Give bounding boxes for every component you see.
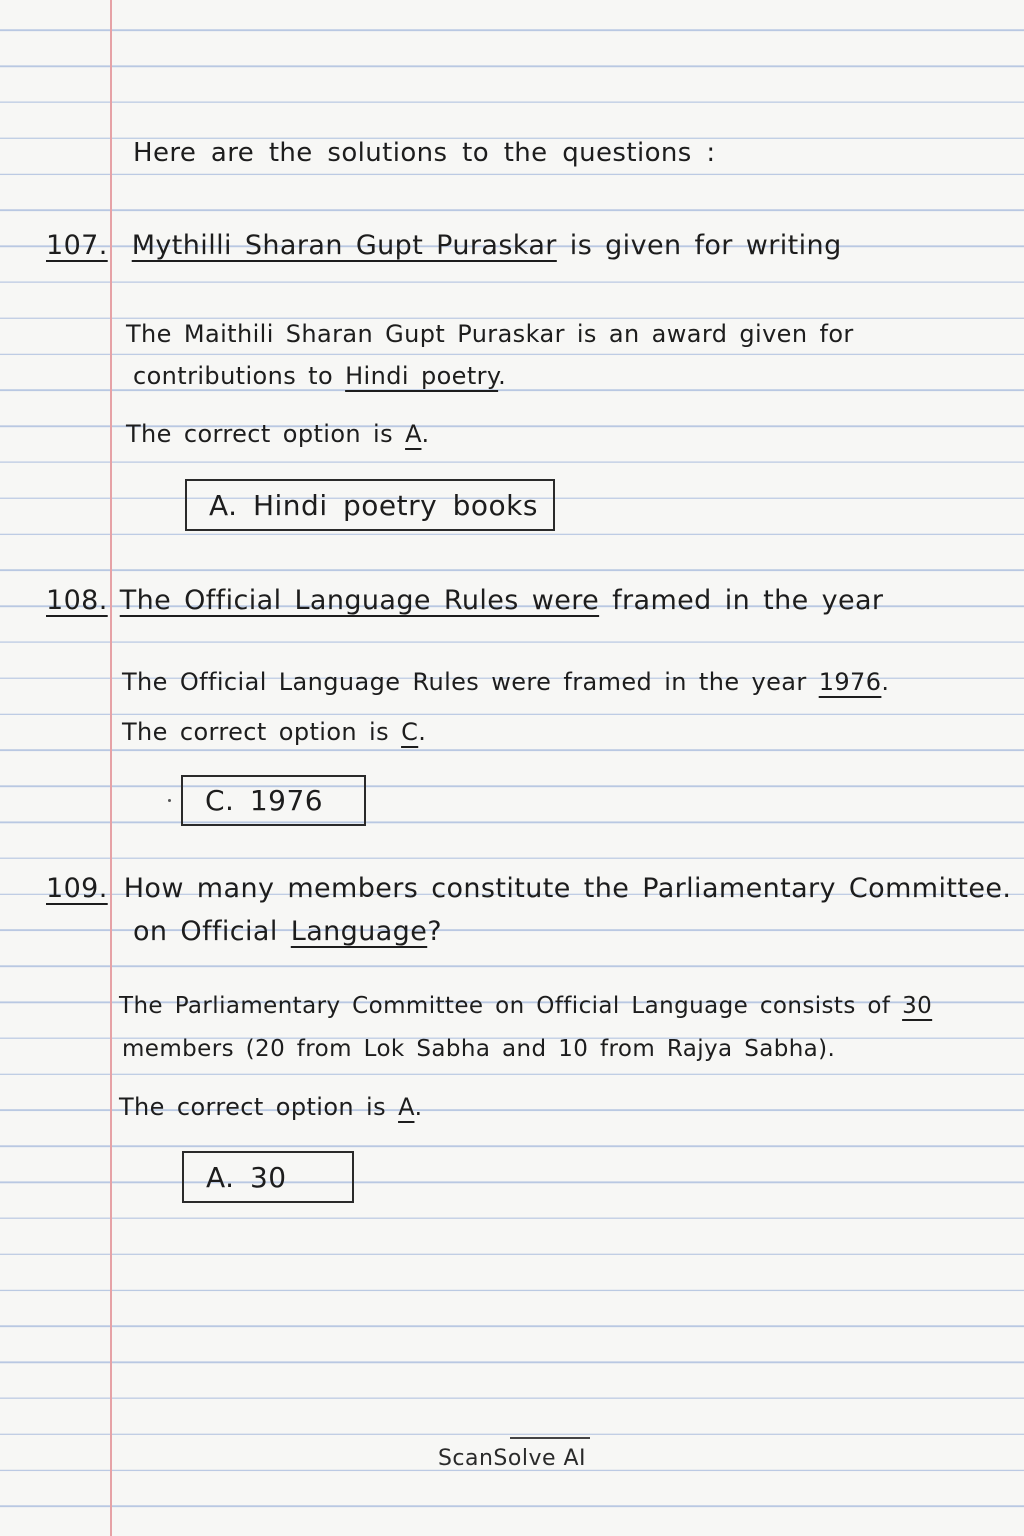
question-107 <box>46 230 842 261</box>
explanation-highlight: 1976 <box>818 668 882 696</box>
question-text: on Official <box>133 916 291 947</box>
footer-brand: ScanSolve AI <box>437 1446 587 1471</box>
correct-option-109 <box>119 1093 423 1121</box>
correct-option-period: . <box>421 420 430 448</box>
question-number: 108. <box>46 585 108 616</box>
question-highlight: Language <box>290 916 428 947</box>
explanation-text: The Official Language Rules were framed in the year <box>122 668 819 696</box>
question-text: is given for writing <box>556 230 842 261</box>
question-109 <box>46 873 1011 904</box>
question-text: How many members constitute the Parliamentary Committee. <box>123 873 1012 904</box>
correct-option-letter: C <box>401 718 419 746</box>
correct-option-period: . <box>418 718 427 746</box>
explanation-text: contributions to <box>133 362 346 390</box>
explanation-punctuation: . <box>498 362 507 390</box>
explanation-108-line1 <box>122 668 889 696</box>
explanation-highlight: 30 <box>902 993 933 1019</box>
question-108 <box>46 585 883 616</box>
question-text: framed in the year <box>599 585 884 616</box>
explanation-punctuation: . <box>881 668 890 696</box>
answer-box-109: A. 30 <box>182 1151 354 1203</box>
answer-box-107: A. Hindi poetry books <box>185 479 555 531</box>
explanation-highlight: Hindi poetry <box>345 362 499 390</box>
explanation-107-line2 <box>133 362 506 390</box>
explanation-107-line1: The Maithili Sharan Gupt Puraskar is an award given for <box>126 320 854 348</box>
correct-option-letter: A <box>405 420 422 448</box>
correct-option-label: The correct option is <box>126 420 406 448</box>
question-highlight: The Official Language Rules were <box>119 585 600 616</box>
explanation-text: The Parliamentary Committee on Official Language consists of <box>119 993 903 1019</box>
explanation-109-line2: members (20 from Lok Sabha and 10 from Rajya Sabha). <box>122 1036 836 1062</box>
correct-option-label: The correct option is <box>122 718 402 746</box>
answer-box-108: C. 1976 <box>181 775 366 826</box>
footer-rule <box>510 1437 590 1439</box>
intro-heading: Here are the solutions to the questions : <box>133 138 716 168</box>
correct-option-label: The correct option is <box>119 1093 399 1121</box>
question-number: 107. <box>46 230 108 261</box>
explanation-109-line1 <box>119 993 932 1019</box>
question-109-line2 <box>133 916 442 947</box>
pen-dot <box>168 799 171 802</box>
correct-option-108 <box>122 718 426 746</box>
correct-option-period: . <box>414 1093 423 1121</box>
question-punctuation: ? <box>427 916 442 947</box>
correct-option-107 <box>126 420 430 448</box>
correct-option-letter: A <box>398 1093 415 1121</box>
question-number: 109. <box>46 873 108 904</box>
question-highlight: Mythilli Sharan Gupt Puraskar <box>131 230 557 261</box>
